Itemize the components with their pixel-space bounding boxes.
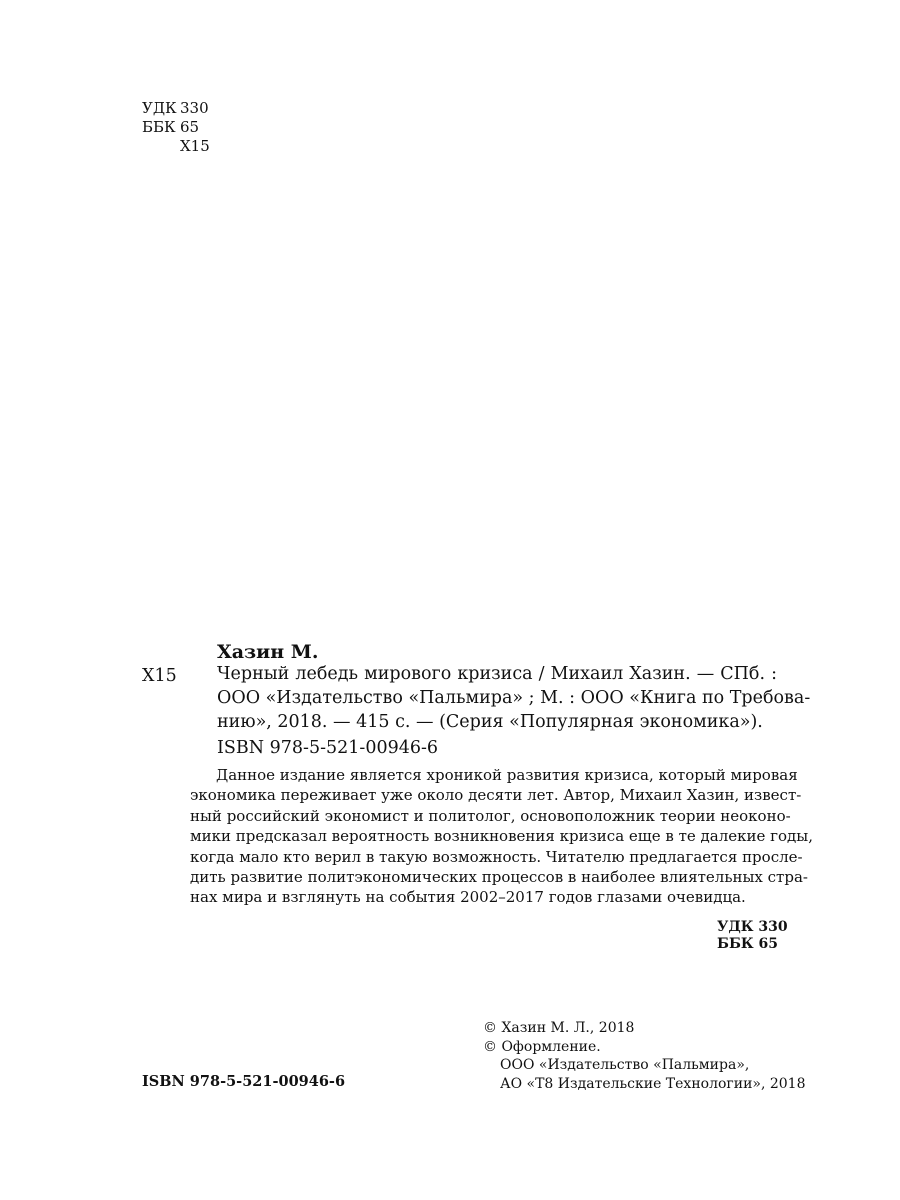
abstract [190,765,813,908]
bbk-label: ББК [142,118,176,136]
copyright-author: © Хазин М. Л., 2018 [483,1020,635,1036]
entry-isbn: ISBN 978-5-521-00946-6 [217,738,439,758]
description-line: ООО «Издательство «Пальмира» ; М. : ООО «Книга по Требова- [217,688,811,708]
copyright-block [483,1019,806,1093]
description-line: нию», 2018. — 415 с. — (Серия «Популярная экономика»). [217,712,763,732]
top-cutter-row [142,137,210,156]
top-bbk-row [142,118,210,137]
abstract-line: нах мира и взглянуть на события 2002–2017 годов глазами очевидца. [190,888,746,907]
author-name: Хазин М. [217,641,319,663]
udk-value: 330 [180,99,209,117]
copyright-technologies: АО «Т8 Издательские Технологии», 2018 [500,1075,806,1092]
copyright-publisher: ООО «Издательство «Пальмира», [500,1057,750,1073]
copyright-design: © Оформление. [483,1038,601,1055]
top-udk-row [142,99,210,118]
abstract-line: ный российский экономист и политолог, основоположник теории неоконо- [190,806,791,825]
abstract-line: экономика переживает уже около десяти лет. Автор, Михаил Хазин, извест- [190,786,802,805]
cutter-code: Х15 [142,666,177,686]
abstract-line: Данное издание является хроникой развития кризиса, который мировая [216,766,798,784]
abstract-line: мики предсказал вероятность возникновения кризиса еще в те далекие годы, [190,827,813,846]
abstract-line: когда мало кто верил в такую возможность. Читателю предлагается просле- [190,847,803,866]
bottom-udk: УДК 330 [717,919,788,935]
top-classification-codes [142,99,210,156]
udk-label: УДК [142,99,177,117]
abstract-line: дить развитие политэкономических процессов в наиболее влиятельных стра- [190,868,808,887]
description-line: Черный лебедь мирового кризиса / Михаил Хазин. — СПб. : [217,664,777,684]
top-cutter-code: Х15 [180,137,210,155]
bibliographic-description [217,662,811,734]
bbk-value: 65 [180,118,200,136]
bottom-classification-codes [717,919,788,953]
bottom-isbn: ISBN 978-5-521-00946-6 [142,1073,346,1090]
bottom-bbk: ББК 65 [717,936,779,952]
